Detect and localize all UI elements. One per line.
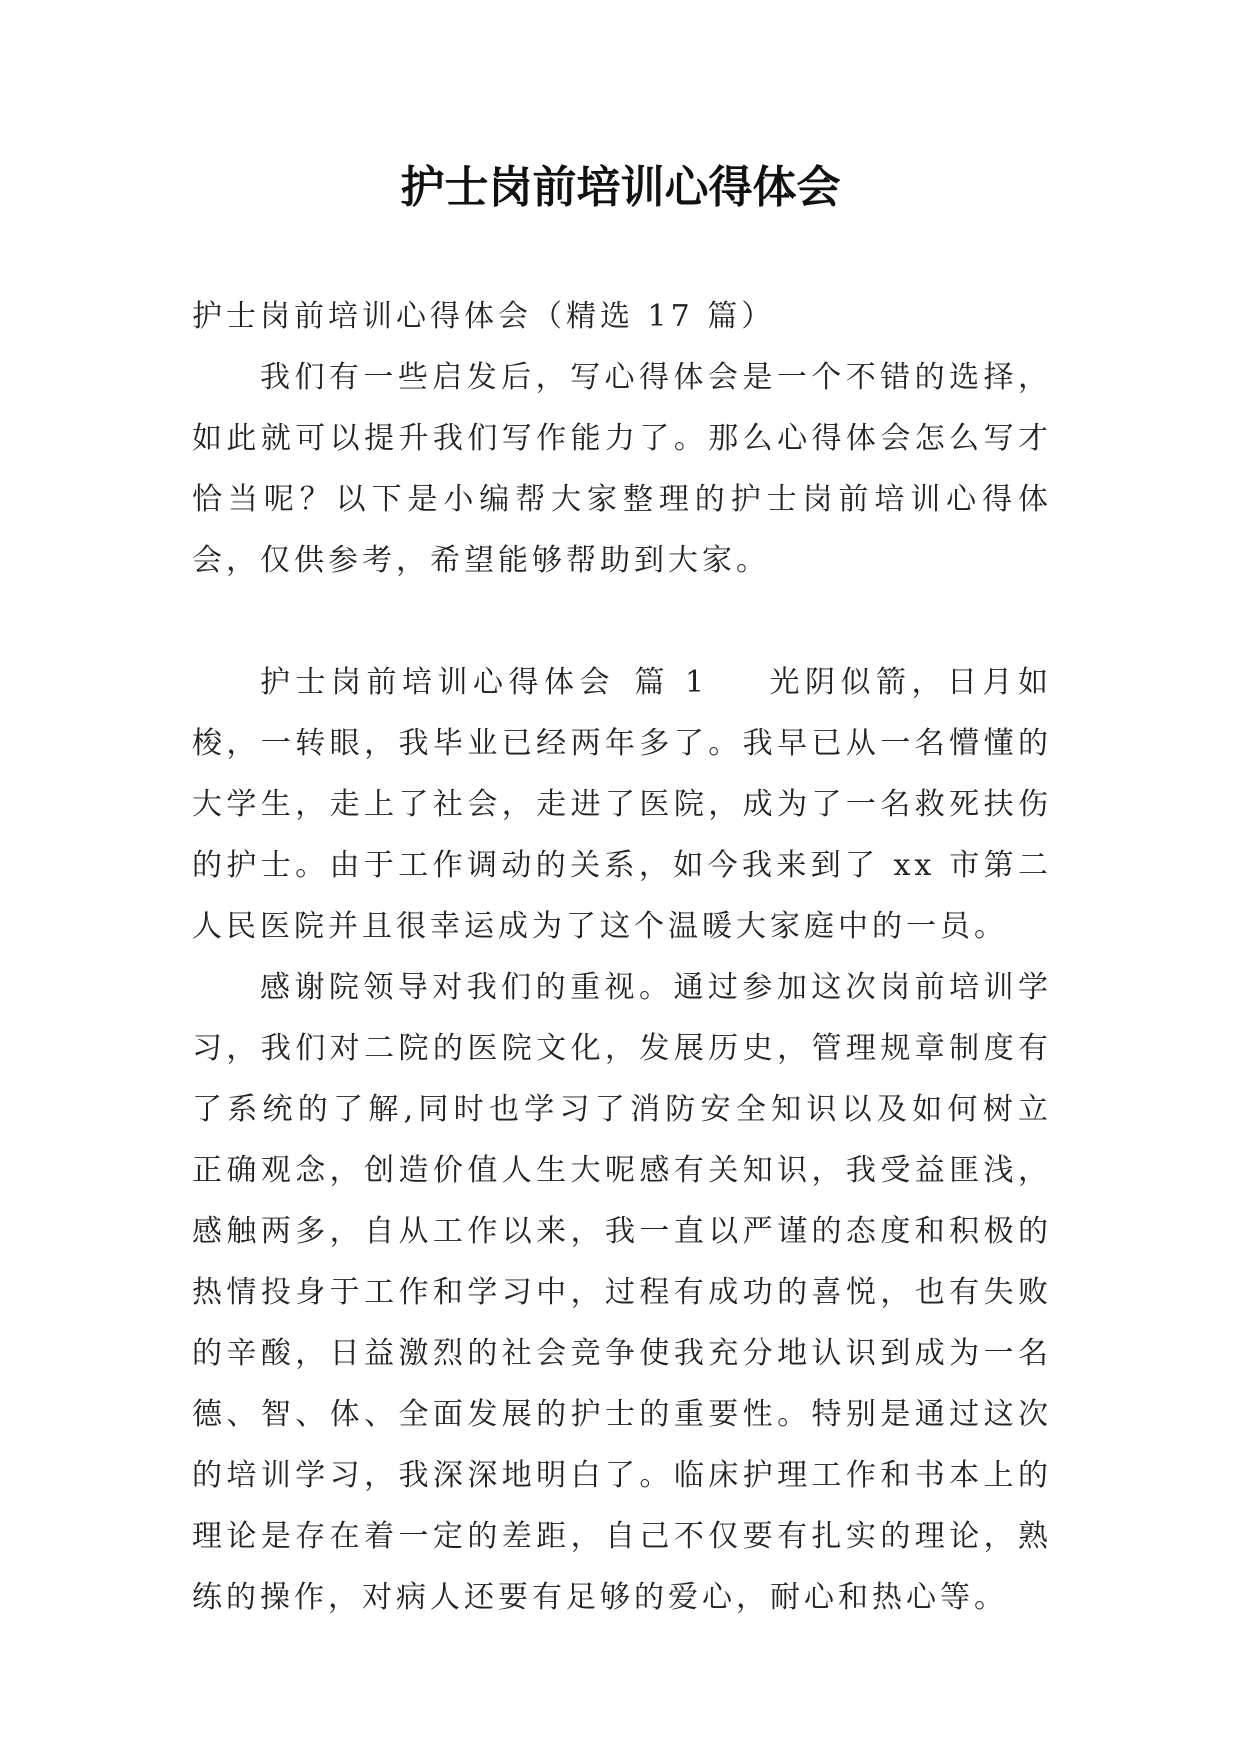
section-1-heading: 护士岗前培训心得体会 [260, 665, 615, 700]
section-1-part-label: 篇 1 [632, 665, 709, 700]
section-1-paragraph-2: 感谢院领导对我们的重视。通过参加这次岗前培训学习，我们对二院的医院文化，发展历史，管理规章制度有了系统的了解,同时也学习了消防安全知识以及如何树立正确观念，创造价值人生大呢感有关知识，我受益匪浅，感触两多，自从工作以来，我一直以严谨的态度和积极的热情投身于工作和学习中，过程有成功的喜悦，也有失败的辛酸，日益激烈的社会竞争使我充分地认识到成为一名德、智、体、全面发展的护士的重要性。特别是通过这次的培训学习，我深深地明白了。临床护理工作和书本上的理论是存在着一定的差距，自己不仅要有扎实的理论，熟练的操作，对病人还要有足够的爱心，耐心和热心等。 [192, 970, 1052, 1615]
document-title: 护士岗前培训心得体会 [400, 162, 841, 213]
document-body [192, 286, 1052, 1628]
section-1-paragraph [192, 652, 1052, 957]
document-subtitle: 护士岗前培训心得体会（精选 17 篇） [192, 299, 776, 334]
intro-paragraph: 我们有一些启发后，写心得体会是一个不错的选择，如此就可以提升我们写作能力了。那么心得体会怎么写才恰当呢？以下是小编帮大家整理的护士岗前培训心得体会，仅供参考，希望能够帮助到大家。 [192, 360, 1052, 578]
section-1-paragraph-1-text: 光阴似箭，日月如梭，一转眼，我毕业已经两年多了。我早已从一名懵懂的大学生，走上了社会，走进了医院，成为了一名救死扶伤的护士。由于工作调动的关系，如今我来到了 xx 市第二人民医院并且很幸运成为了这个温暖大家庭中的一员。 [192, 665, 1053, 944]
paragraph-spacer [192, 591, 1052, 652]
